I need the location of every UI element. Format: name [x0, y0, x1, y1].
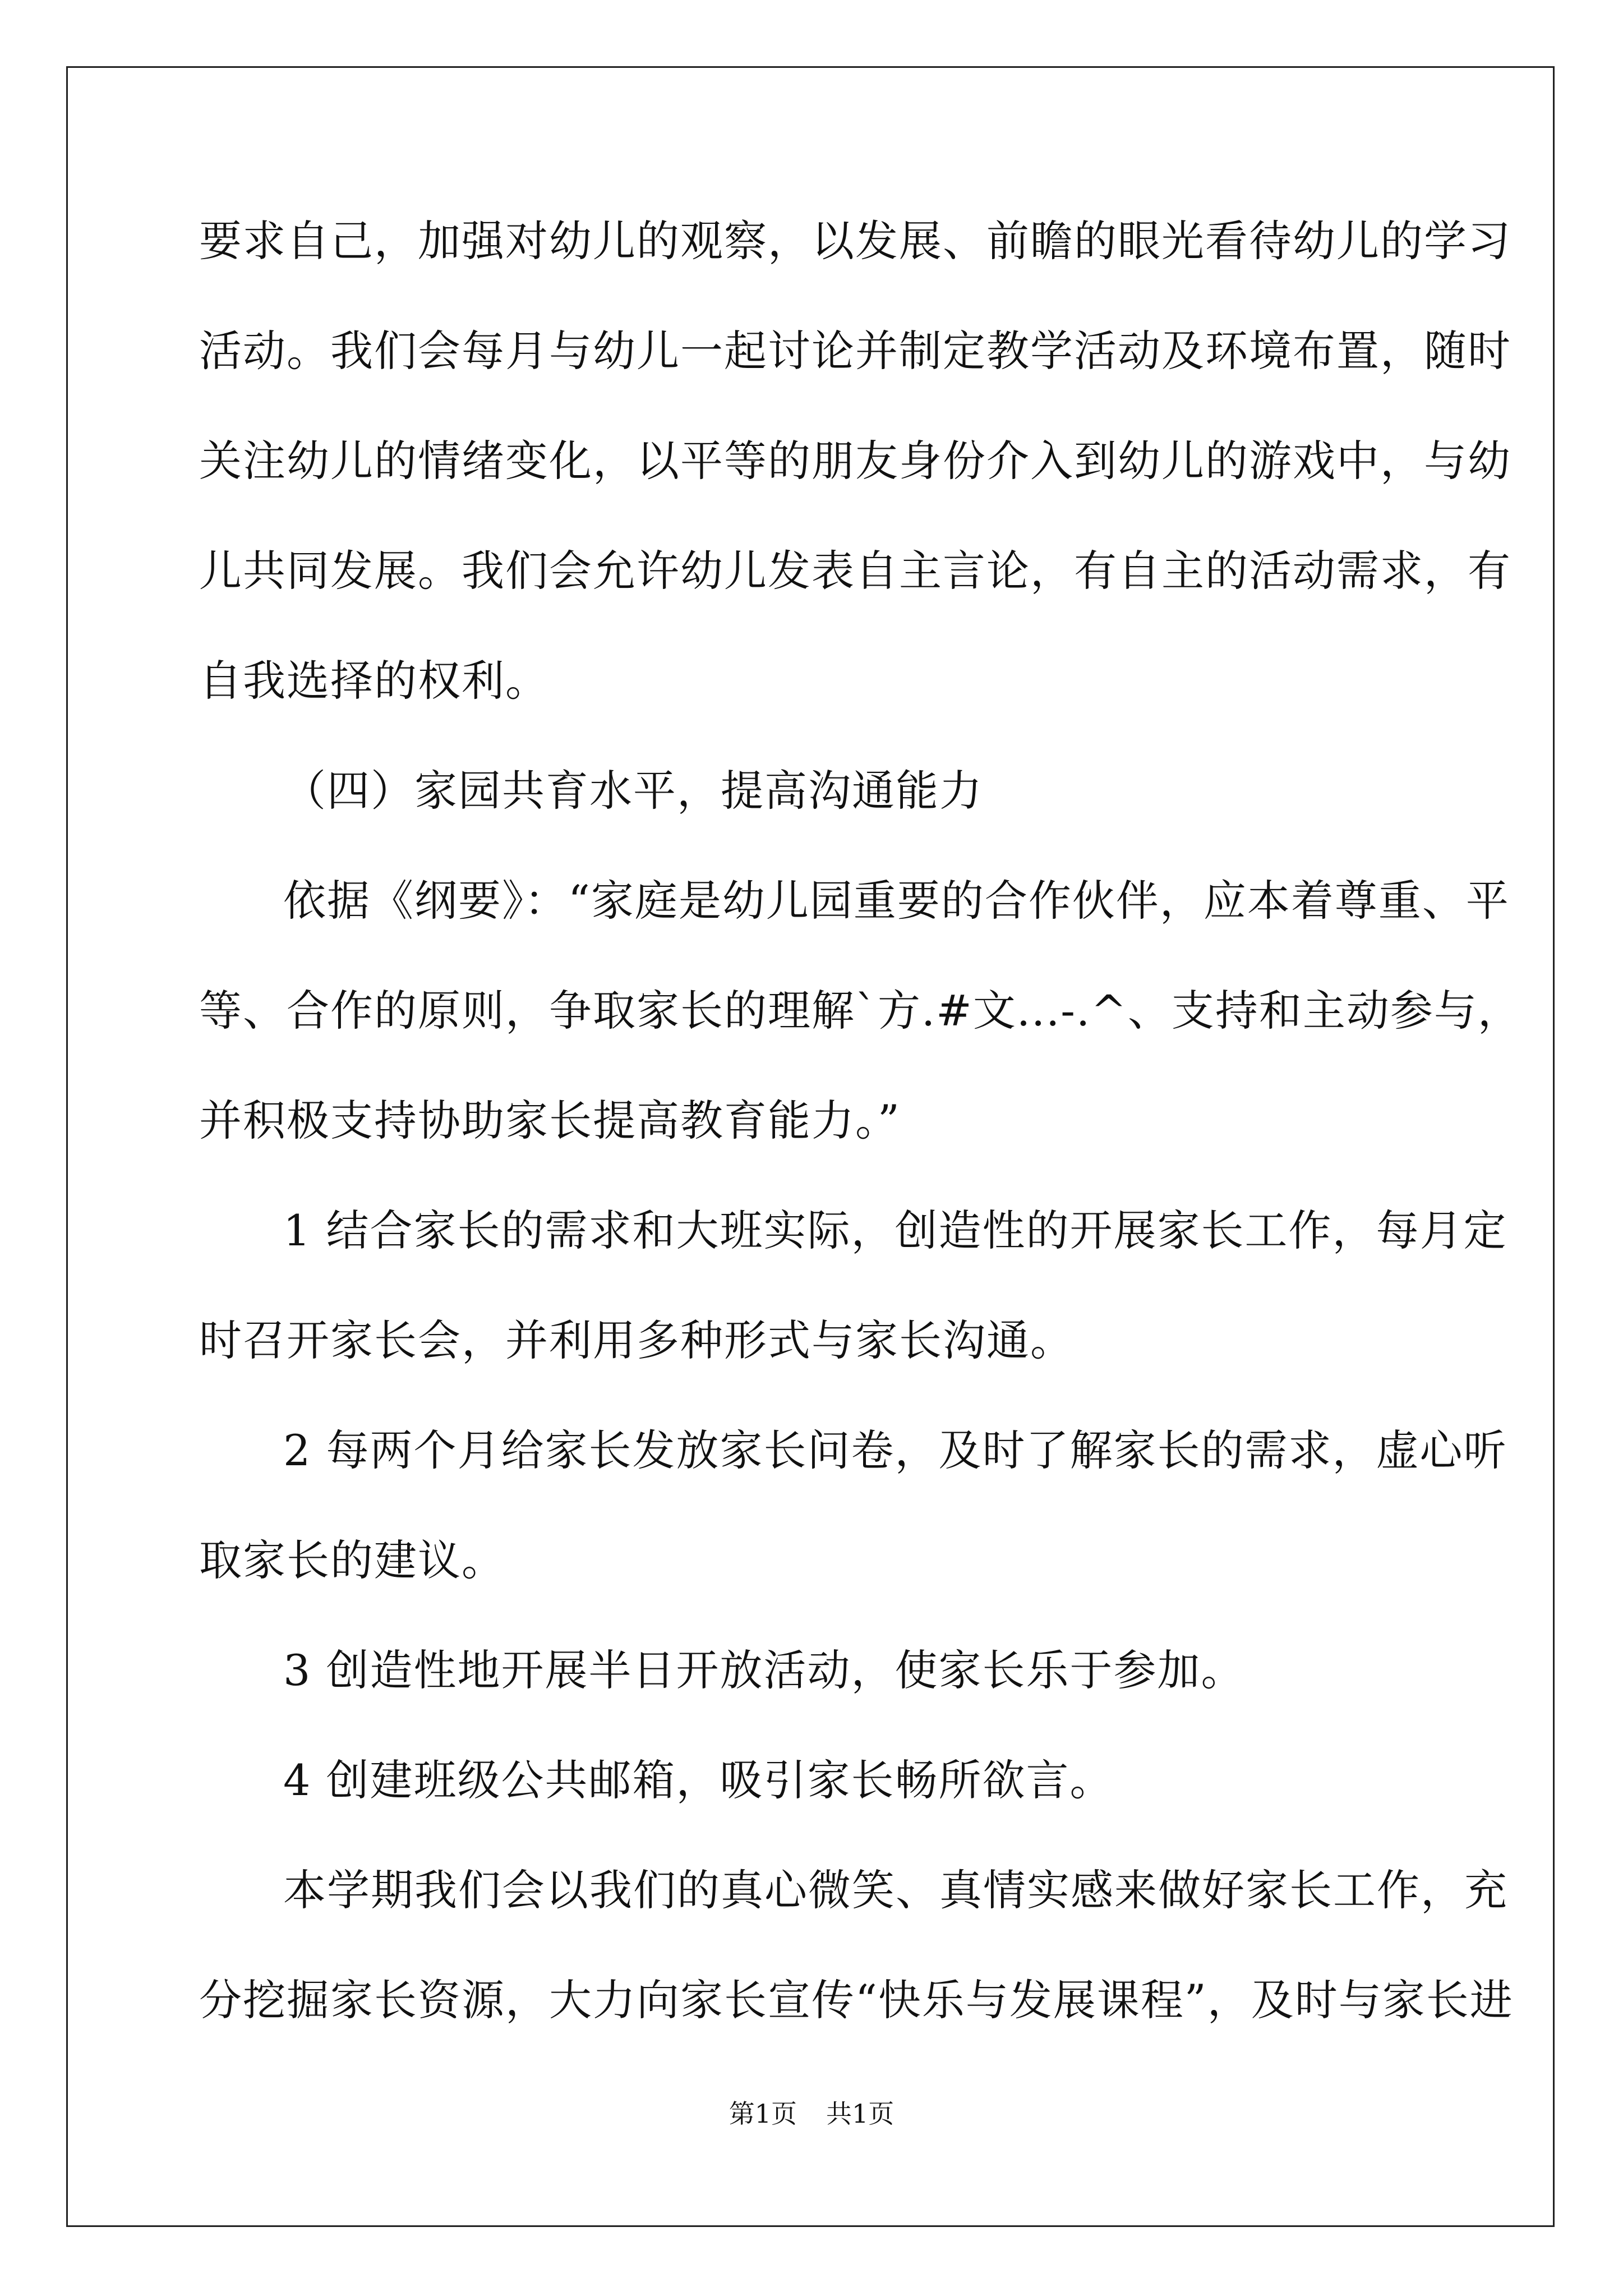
- text-line: 并积极支持协助家长提高教育能力。”: [199, 1096, 901, 1145]
- text-line: 分挖掘家长资源，大力向家长宣传“快乐与发展课程”，及时与家长进: [199, 1975, 1514, 2025]
- page-number: 第1页: [728, 2099, 797, 2129]
- list-item: 4 创建班级公共邮箱，吸引家长畅所欲言。: [283, 1755, 1114, 1805]
- text-line: 时召开家长会，并利用多种形式与家长沟通。: [199, 1315, 1074, 1365]
- text-line: 活动。我们会每月与幼儿一起讨论并制定教学活动及环境布置，随时: [199, 326, 1511, 376]
- page-total: 共1页: [826, 2099, 895, 2129]
- text-line: 儿共同发展。我们会允许幼儿发表自主言论，有自主的活动需求，有: [199, 546, 1511, 596]
- text-line: 等、合作的原则，争取家长的理解`方.#文...-.^、支持和主动参与，: [199, 986, 1521, 1036]
- text-line: 自我选择的权利。: [199, 656, 549, 706]
- section-heading: （四）家园共育水平，提高沟通能力: [283, 766, 983, 816]
- text-line: 关注幼儿的情绪变化，以平等的朋友身份介入到幼儿的游戏中，与幼: [199, 436, 1511, 486]
- page-footer: [0, 2097, 1623, 2131]
- list-item: 1 结合家长的需求和大班实际，创造性的开展家长工作，每月定: [283, 1205, 1507, 1255]
- list-item: 3 创造性地开展半日开放活动，使家长乐于参加。: [283, 1645, 1245, 1695]
- text-line: 取家长的建议。: [199, 1535, 505, 1585]
- list-item: 2 每两个月给家长发放家长问卷，及时了解家长的需求，虚心听: [283, 1425, 1507, 1475]
- text-line: 依据《纲要》：“家庭是幼儿园重要的合作伙伴，应本着尊重、平: [283, 876, 1510, 926]
- text-line: 本学期我们会以我们的真心微笑、真情实感来做好家长工作，充: [283, 1865, 1508, 1915]
- text-line: 要求自己，加强对幼儿的观察，以发展、前瞻的眼光看待幼儿的学习: [199, 216, 1511, 266]
